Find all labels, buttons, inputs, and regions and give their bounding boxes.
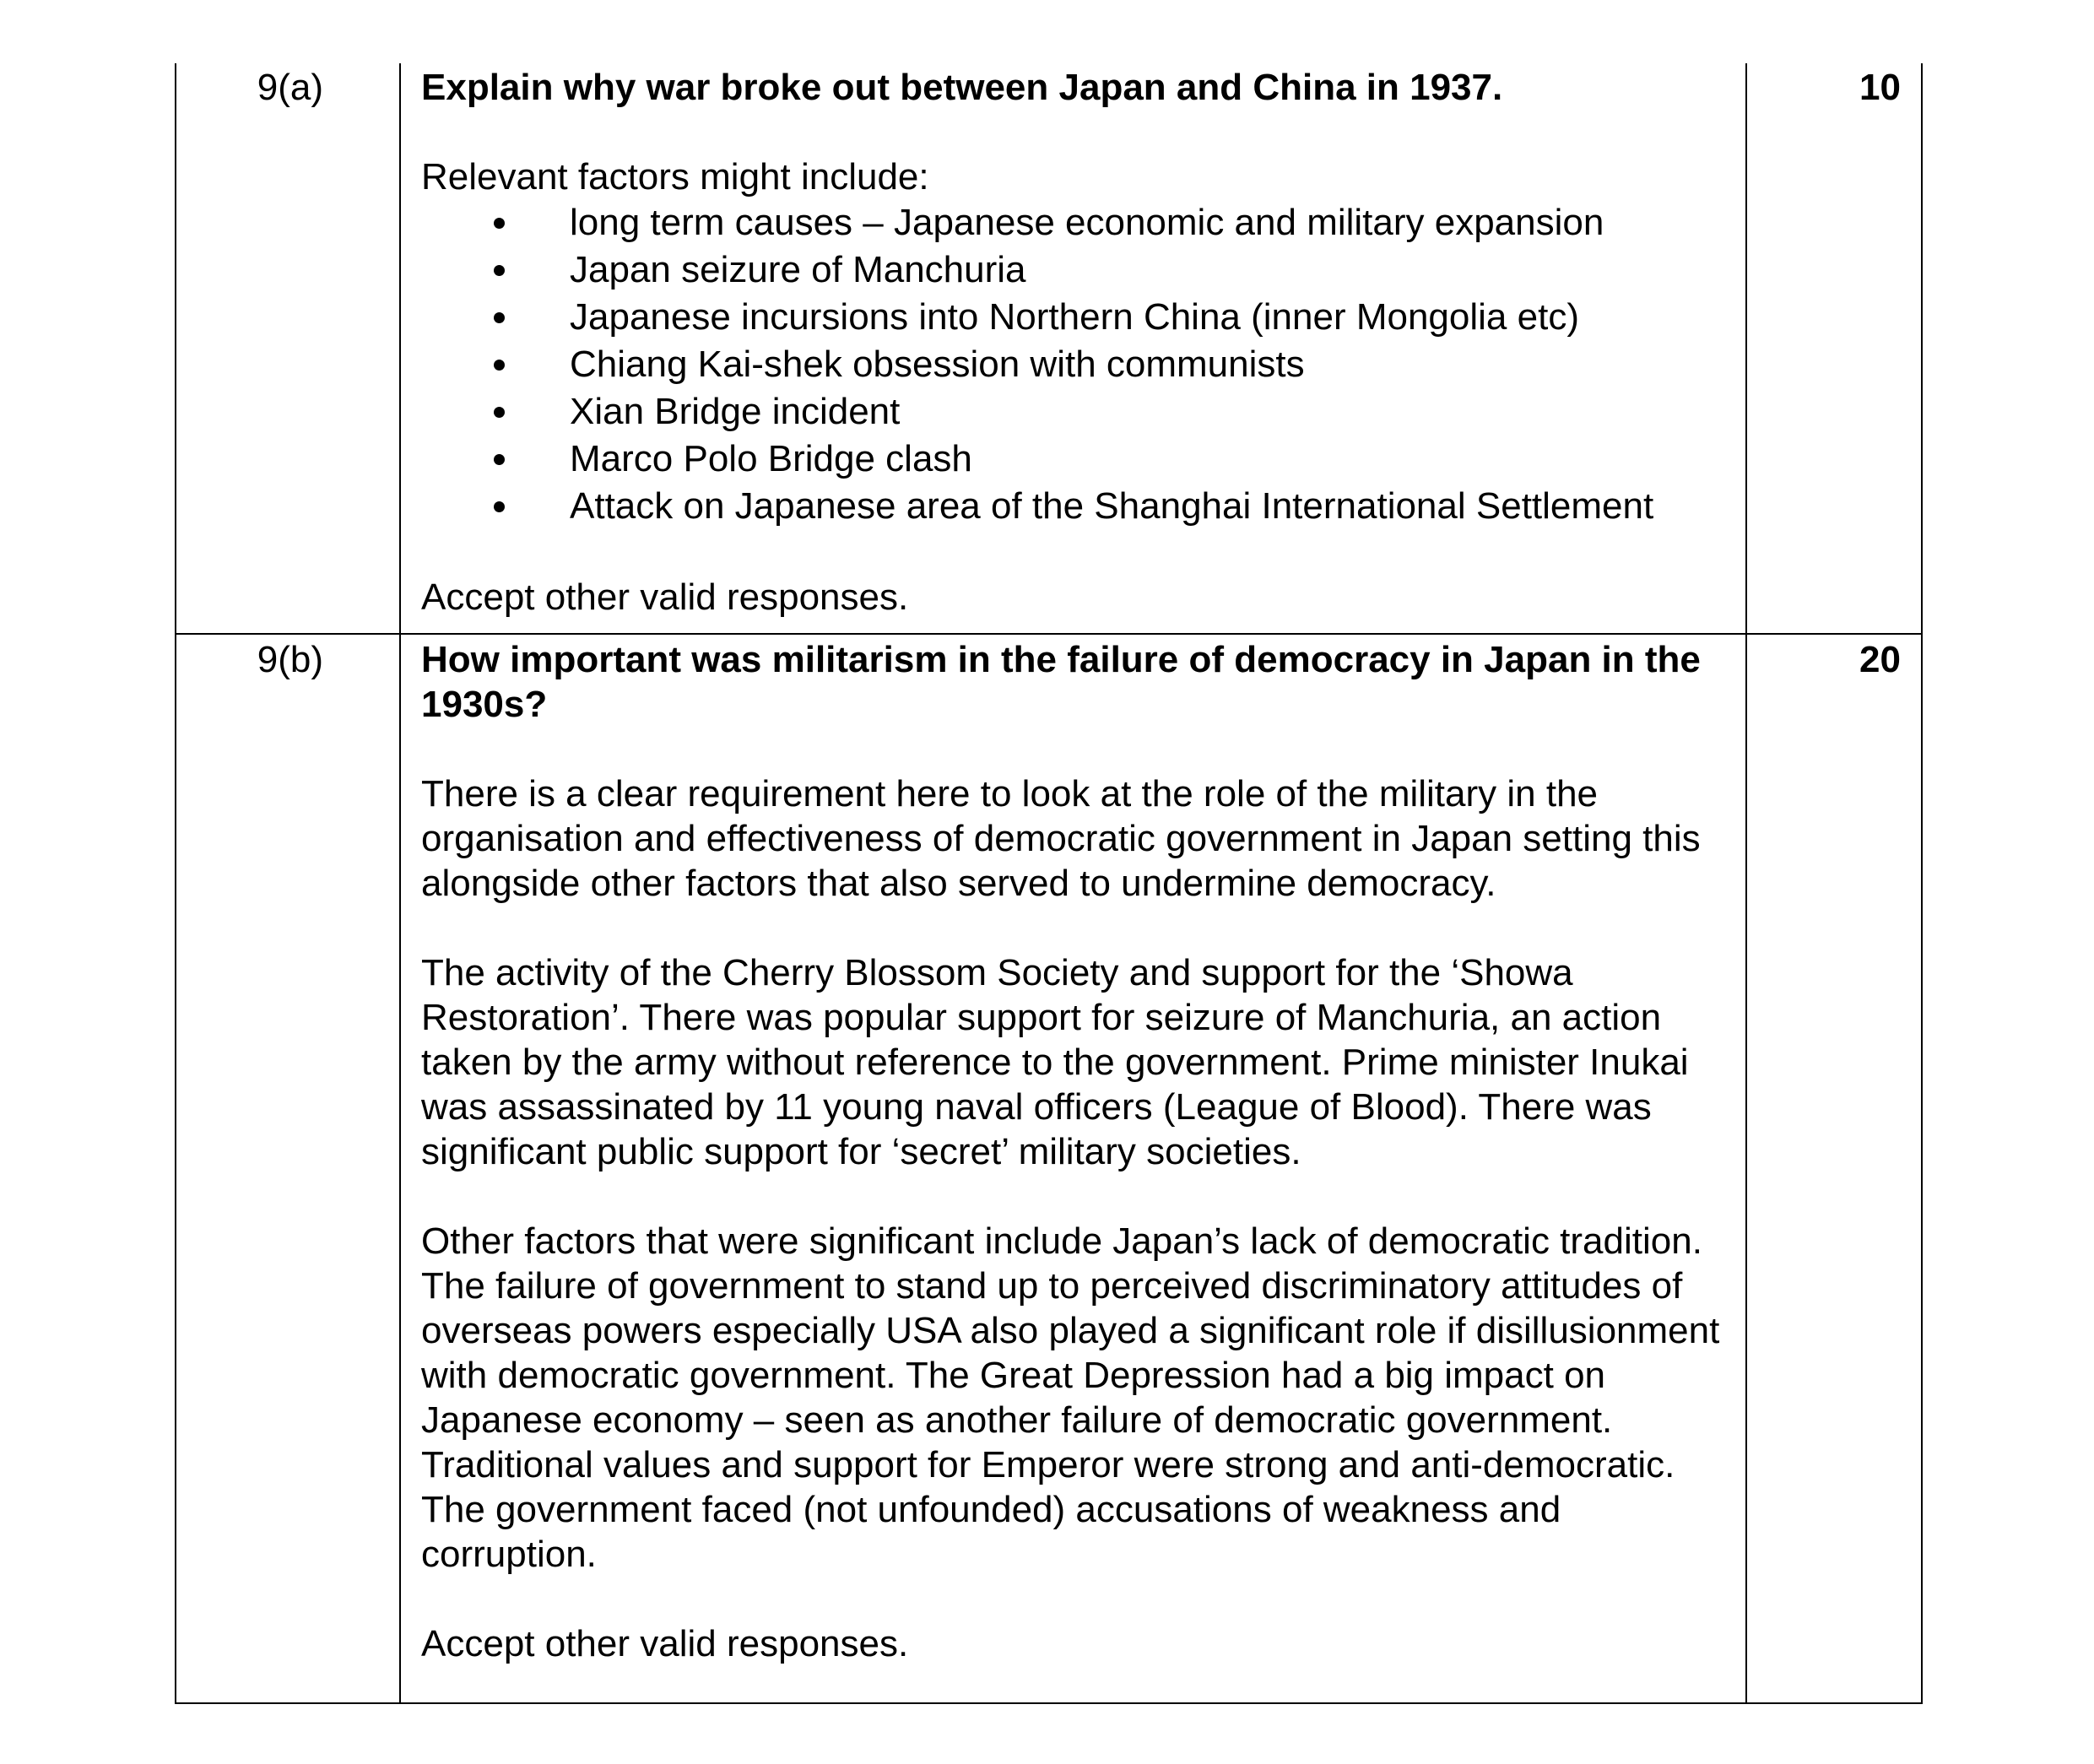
list-item [421, 246, 1720, 294]
list-item [421, 294, 1720, 341]
list-item [421, 388, 1720, 436]
answer-cell [400, 634, 1746, 1703]
question-text: How important was militarism in the failure of democracy in Japan in the 1930s? [421, 639, 1701, 725]
question-text: Explain why war broke out between Japan and China in 1937. [421, 67, 1503, 108]
factors-list [421, 199, 1720, 530]
list-item-text: Japanese incursions into Northern China (inner Mongolia etc) [570, 296, 1579, 338]
list-item [421, 199, 1720, 246]
mark-scheme-table [175, 63, 1923, 1704]
answer-cell [400, 63, 1746, 634]
list-item-text: Xian Bridge incident [570, 391, 901, 432]
answer-paragraph: Other factors that were significant include Japan’s lack of democratic tradition. The failure of government to stand up to perceived discriminatory attitudes of overseas powers especially USA also played a significant role if disillusionment with democratic government. The Great Depression had a big impact on Japanese economy – seen as another failure of democratic government. Traditional values and support for Emperor were strong and anti-democratic. The government faced (not unfounded) accusations of weakness and corruption. [421, 1220, 1720, 1575]
list-item [421, 436, 1720, 483]
list-item-text: Japan seizure of Manchuria [570, 249, 1026, 290]
bullet-icon [494, 407, 505, 418]
list-item-text: Chiang Kai-shek obsession with communists [570, 344, 1305, 385]
question-number: 9(a) [176, 63, 400, 634]
bullet-icon [494, 360, 505, 371]
marks-value: 20 [1746, 634, 1922, 1703]
closing-note: Accept other valid responses. [421, 1623, 909, 1664]
table-row [176, 634, 1922, 1703]
closing-note: Accept other valid responses. [421, 576, 909, 618]
answer-paragraph: There is a clear requirement here to look at the role of the military in the organisation and effectiveness of democratic government in Japan setting this alongside other factors that also served to undermine democracy. [421, 773, 1701, 904]
table-row [176, 63, 1922, 634]
marks-value: 10 [1746, 63, 1922, 634]
list-item-text: Attack on Japanese area of the Shanghai International Settlement [570, 485, 1654, 527]
list-item-text: long term causes – Japanese economic and military expansion [570, 202, 1604, 243]
list-item [421, 483, 1720, 530]
bullet-icon [494, 454, 505, 465]
bullet-icon [494, 312, 505, 323]
bullet-icon [494, 265, 505, 276]
bullet-icon [494, 501, 505, 512]
answer-paragraph: The activity of the Cherry Blossom Society and support for the ‘Showa Restoration’. There was popular support for seizure of Manchuria, an action taken by the army without reference to the government. Prime minister Inukai was assassinated by 11 young naval officers (League of Blood). There was significant public support for ‘secret’ military societies. [421, 952, 1689, 1172]
list-item-text: Marco Polo Bridge clash [570, 438, 972, 479]
question-number: 9(b) [176, 634, 400, 1703]
bullet-icon [494, 218, 505, 229]
list-item [421, 341, 1720, 388]
factors-intro: Relevant factors might include: [421, 156, 929, 198]
